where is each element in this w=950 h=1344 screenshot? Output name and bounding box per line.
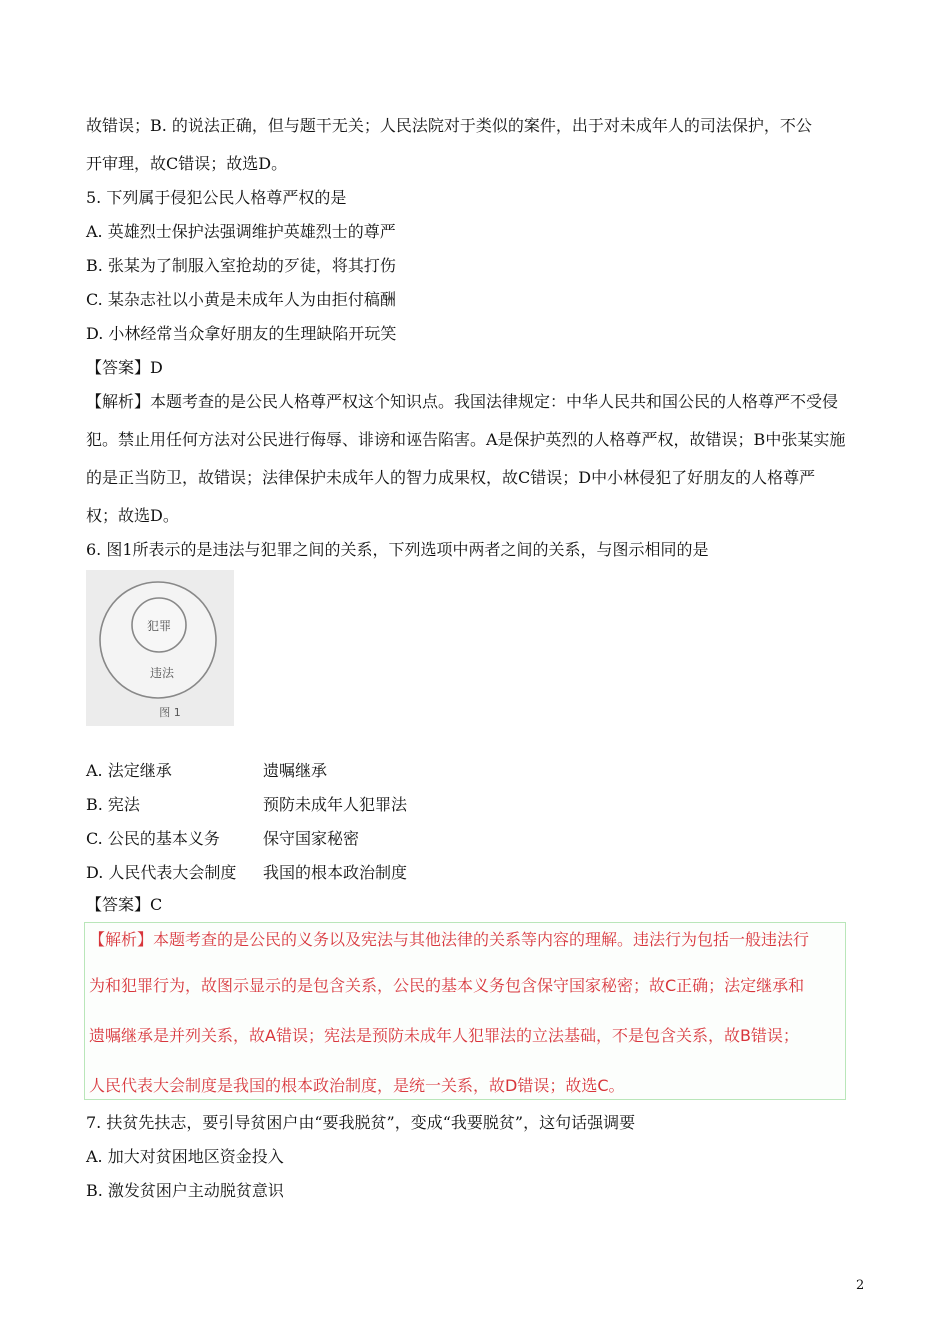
prev-analysis-line-2: 开审理，故C错误；故选D。	[86, 154, 288, 173]
question-5-option-b: B. 张某为了制服入室抢劫的歹徒，将其打伤	[86, 256, 396, 275]
question-6-analysis-line-1: 【解析】本题考查的是公民的义务以及宪法与其他法律的关系等内容的理解。违法行为包括一般违法行	[89, 930, 810, 949]
question-6-analysis-line-3: 遗嘱继承是并列关系，故A错误；宪法是预防未成年人犯罪法的立法基础，不是包含关系，故B错误；	[89, 1026, 799, 1045]
question-5-option-d: D. 小林经常当众拿好朋友的生理缺陷开玩笑	[86, 324, 397, 343]
inner-label: 犯罪	[146, 619, 172, 633]
question-6-option-a-left: A. 法定继承	[86, 761, 172, 780]
question-5-analysis-line-4: 权；故选D。	[86, 506, 179, 525]
question-7-option-a: A. 加大对贫困地区资金投入	[86, 1147, 284, 1166]
question-7-stem: 7. 扶贫先扶志，要引导贫困户由“要我脱贫”，变成“我要脱贫”，这句话强调要	[86, 1113, 636, 1132]
question-6-option-d-left: D. 人民代表大会制度	[86, 863, 237, 882]
question-5-analysis-line-2: 犯。禁止用任何方法对公民进行侮辱、诽谤和诬告陷害。A是保护英烈的人格尊严权，故错误；B中张某实施	[86, 430, 846, 449]
question-6-stem: 6. 图1所表示的是违法与犯罪之间的关系，下列选项中两者之间的关系，与图示相同的是	[86, 540, 709, 559]
question-6-analysis-line-2: 为和犯罪行为，故图示显示的是包含关系，公民的基本义务包含保守国家秘密；故C正确；法定继承和	[89, 976, 805, 995]
question-7-option-b: B. 激发贫困户主动脱贫意识	[86, 1181, 284, 1200]
figure-caption: 图 1	[159, 706, 181, 719]
question-6-option-d-right: 我国的根本政治制度	[263, 863, 408, 882]
question-6-answer: 【答案】C	[86, 895, 163, 914]
question-5-option-a: A. 英雄烈士保护法强调维护英雄烈士的尊严	[86, 222, 396, 241]
question-5-analysis-line-3: 的是正当防卫，故错误；法律保护未成年人的智力成果权，故C错误；D中小林侵犯了好朋友的人格尊严	[86, 468, 816, 487]
question-6-option-b-right: 预防未成年人犯罪法	[263, 795, 408, 814]
outer-label: 违法	[149, 666, 175, 680]
question-6-option-c-left: C. 公民的基本义务	[86, 829, 220, 848]
question-5-option-c: C. 某杂志社以小黄是未成年人为由拒付稿酬	[86, 290, 396, 309]
question-6-option-c-right: 保守国家秘密	[263, 829, 360, 848]
question-5-answer: 【答案】D	[86, 358, 163, 377]
question-6-analysis-box	[84, 922, 846, 1100]
prev-analysis-line-1: 故错误；B. 的说法正确，但与题干无关；人民法院对于类似的案件，出于对未成年人的司法保护，不公	[86, 116, 812, 135]
page-number: 2	[856, 1278, 865, 1293]
venn-figure	[86, 570, 234, 726]
question-6-option-a-right: 遗嘱继承	[263, 761, 328, 780]
venn-diagram	[86, 570, 234, 726]
question-6-analysis-line-4: 人民代表大会制度是我国的根本政治制度，是统一关系，故D错误；故选C。	[89, 1076, 625, 1095]
question-5-stem: 5. 下列属于侵犯公民人格尊严权的是	[86, 188, 347, 207]
question-6-option-b-left: B. 宪法	[86, 795, 140, 814]
question-5-analysis-line-1: 【解析】本题考查的是公民人格尊严权这个知识点。我国法律规定：中华人民共和国公民的人格尊严不受侵	[86, 392, 839, 411]
